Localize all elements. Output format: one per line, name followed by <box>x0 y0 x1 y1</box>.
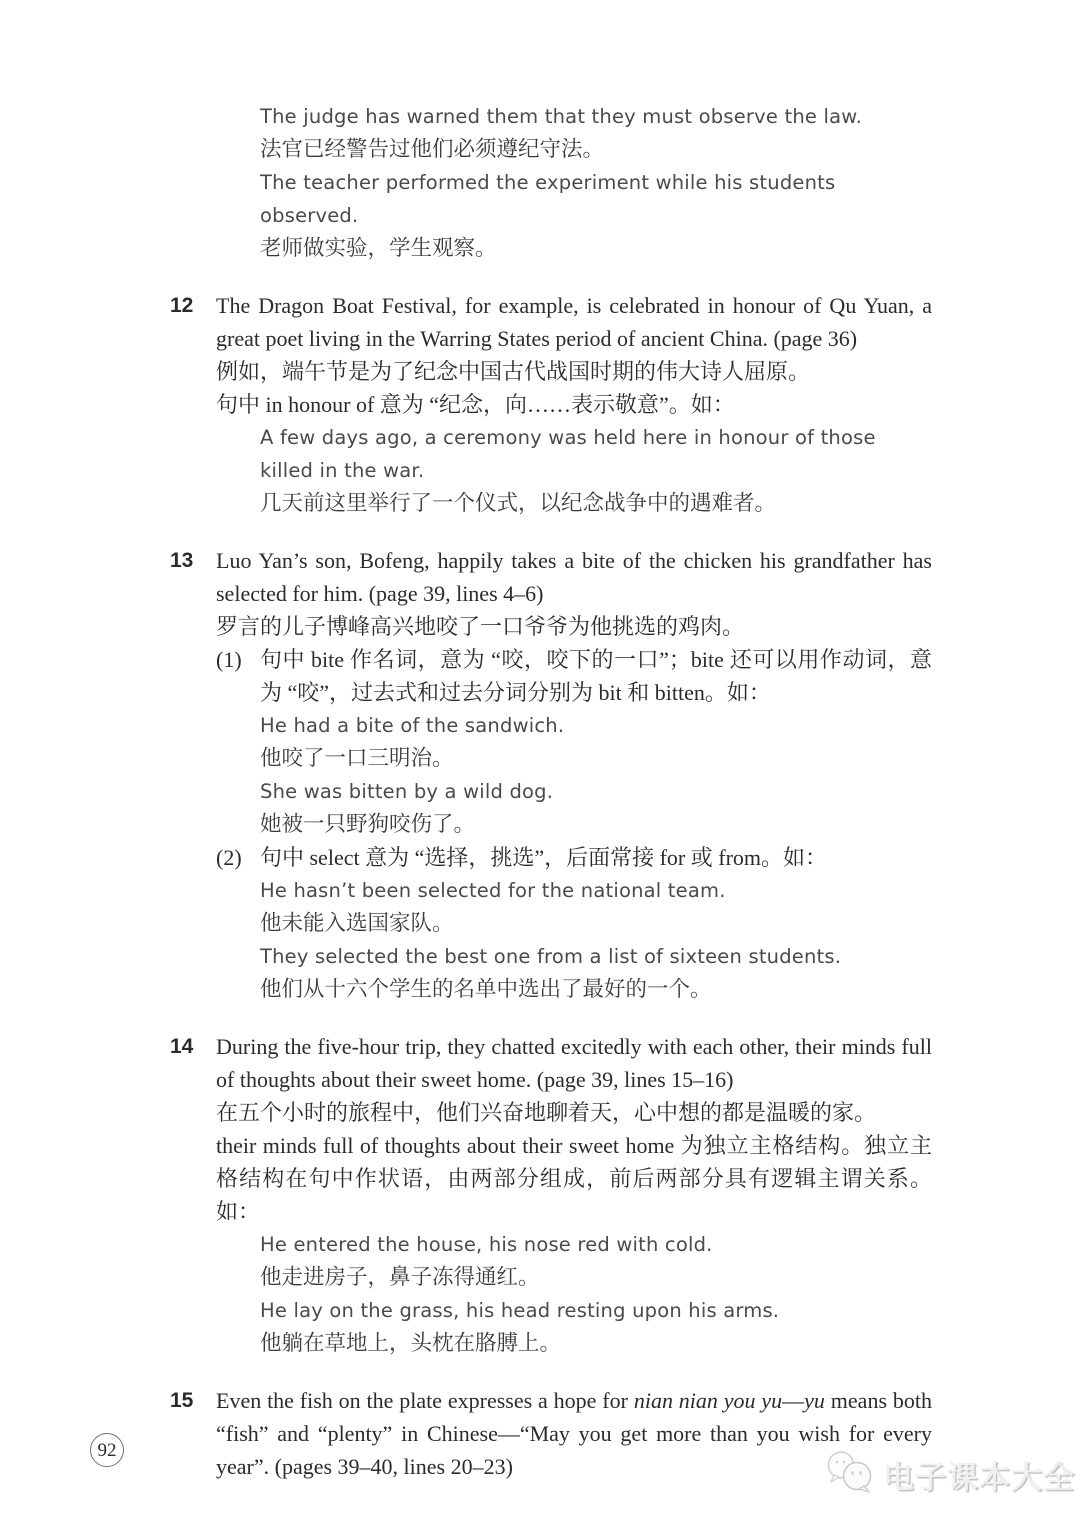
item-sentence <box>216 1384 932 1483</box>
item-translation-chinese: 在五个小时的旅程中，他们兴奋地聊着天，心中想的都是温暖的家。 <box>216 1100 877 1125</box>
example-sentence-english: He lay on the grass, his head resting upon his arms. <box>260 1299 780 1322</box>
sentence-segment: means both “fish” and “plenty” in Chinese—“May you get more than you wish for every year”. (pages 39–40, lines 20–23) <box>216 1388 932 1479</box>
example-translation-chinese: 他走进房子，鼻子冻得通红。 <box>260 1265 540 1289</box>
example-translation-chinese: 他们从十六个学生的名单中选出了最好的一个。 <box>260 977 712 1001</box>
example-sentence-english: She was bitten by a wild dog. <box>260 780 554 803</box>
sub-point <box>216 643 932 709</box>
item-sentence: Luo Yan’s son, Bofeng, happily takes a bite of the chicken his grandfather has selected for him. (page 39, lines 4–6) <box>216 548 932 606</box>
watermark <box>826 1450 1075 1499</box>
example-sentence-english: A few days ago, a ceremony was held here in honour of those killed in the war. <box>260 426 876 482</box>
sentence-segment: — <box>782 1388 805 1413</box>
item-sentence: The Dragon Boat Festival, for example, is celebrated in honour of Qu Yuan, a great poet living in the Warring States period of ancient China. (page 36) <box>216 293 932 351</box>
example-sentence-english: He hasn’t been selected for the national team. <box>260 879 726 902</box>
numbered-item <box>170 1384 932 1483</box>
example-translation-chinese: 他咬了一口三明治。 <box>260 746 454 770</box>
example-translation-chinese: 老师做实验，学生观察。 <box>260 236 497 260</box>
item-sentence: During the five-hour trip, they chatted excitedly with each other, their minds full of thoughts about their sweet home. (page 39, lines 15–16) <box>216 1034 932 1092</box>
item-number: 14 <box>170 1035 194 1058</box>
wechat-logo-icon <box>826 1450 876 1499</box>
sub-point-note: 句中 select 意为 “选择，挑选”，后面常接 for 或 from。如： <box>260 845 828 870</box>
watermark-label: 电子课本大全 <box>883 1460 1075 1496</box>
sentence-segment: nian nian you yu <box>633 1388 783 1413</box>
item-number: 13 <box>170 549 194 572</box>
numbered-item <box>170 289 932 355</box>
numbered-item <box>170 1030 932 1096</box>
sentence-segment: yu <box>804 1388 825 1413</box>
content-blocks <box>170 100 932 1483</box>
item-translation-chinese: 例如，端午节是为了纪念中国古代战国时期的伟大诗人屈原。 <box>216 359 811 384</box>
sub-point-note: 句中 bite 作名词，意为 “咬，咬下的一口”；bite 还可以用作动词，意为 “咬”，过去式和过去分词分别为 bit 和 bitten。如： <box>260 647 932 705</box>
example-translation-chinese: 她被一只野狗咬伤了。 <box>260 812 476 836</box>
sub-point <box>216 841 932 874</box>
example-sentence-english: The teacher performed the experiment while his students observed. <box>260 171 836 227</box>
example-translation-chinese: 几天前这里举行了一个仪式，以纪念战争中的遇难者。 <box>260 491 777 515</box>
item-number: 12 <box>170 294 194 317</box>
sentence-segment: Even the fish on the plate expresses a hope for <box>216 1388 634 1413</box>
sub-point-marker: (2) <box>216 845 242 870</box>
example-sentence-english: He entered the house, his nose red with cold. <box>260 1233 713 1256</box>
item-explanation-note: their minds full of thoughts about their sweet home 为独立主格结构。独立主格结构在句中作状语，由两部分组成，前后两部分具有逻辑主谓关系。如： <box>216 1133 932 1224</box>
item-translation-chinese: 罗言的儿子博峰高兴地咬了一口爷爷为他挑选的鸡肉。 <box>216 614 745 639</box>
example-sentence-english: He had a bite of the sandwich. <box>260 714 565 737</box>
example-translation-chinese: 他未能入选国家队。 <box>260 911 454 935</box>
example-sentence-english: The judge has warned them that they must observe the law. <box>260 105 862 128</box>
example-sentence-english: They selected the best one from a list of sixteen students. <box>260 945 842 968</box>
item-number: 15 <box>170 1389 194 1412</box>
item-explanation-note: 句中 in honour of 意为 “纪念，向……表示敬意”。如： <box>216 392 735 417</box>
example-translation-chinese: 法官已经警告过他们必须遵纪守法。 <box>260 137 605 161</box>
numbered-item <box>170 544 932 610</box>
sub-point-marker: (1) <box>216 647 242 672</box>
page-number-badge: 92 <box>90 1433 124 1467</box>
example-translation-chinese: 他躺在草地上，头枕在胳膊上。 <box>260 1331 562 1355</box>
